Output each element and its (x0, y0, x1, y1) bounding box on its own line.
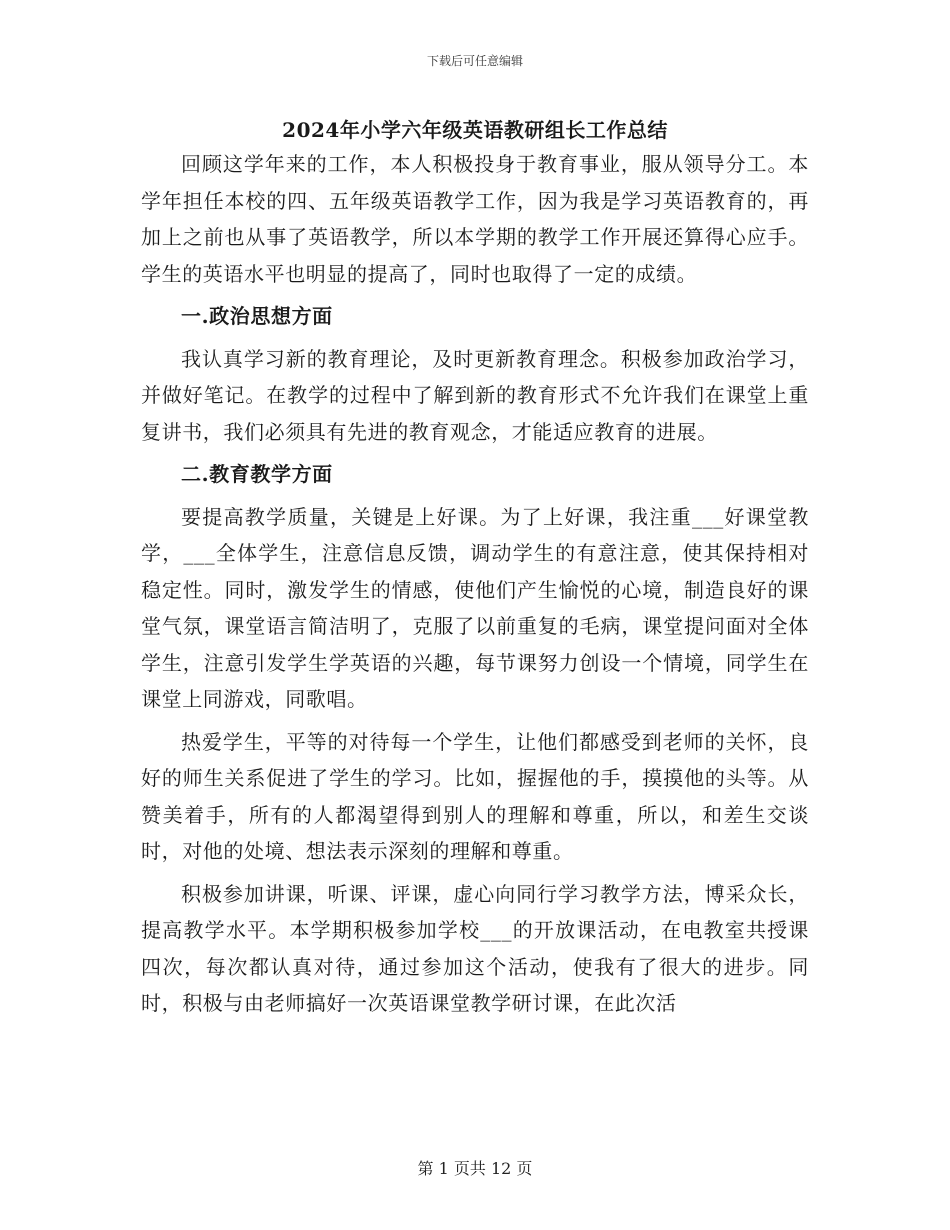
page-number-footer: 第 1 页共 12 页 (417, 1159, 533, 1178)
teaching-paragraph-1: 要提高教学质量，关键是上好课。为了上好课，我注重___好课堂教学，___全体学生，注意信息反馈，调动学生的有意注意，使其保持相对稳定性。同时，激发学生的情感，使他们产生愉悦的心境，制造良好的课堂气氛，课堂语言简洁明了，克服了以前重复的毛病，课堂提问面对全体学生，注意引发学生学英语的兴趣，每节课努力创设一个情境，同学生在课堂上同游戏，同歌唱。 (141, 504, 809, 711)
politics-paragraph: 我认真学习新的教育理论，及时更新教育理念。积极参加政治学习，并做好笔记。在教学的过程中了解到新的教育形式不允许我们在课堂上重复讲书，我们必须具有先进的教育观念，才能适应教育的进展。 (141, 346, 809, 444)
teaching-paragraph-2: 热爱学生，平等的对待每一个学生，让他们都感受到老师的关怀，良好的师生关系促进了学生的学习。比如，握握他的手，摸摸他的头等。从赞美着手，所有的人都渴望得到别人的理解和尊重，所以，和差生交谈时，对他的处境、想法表示深刻的理解和尊重。 (141, 729, 809, 863)
section-heading-politics: 一.政治思想方面 (181, 304, 333, 328)
section-heading-teaching: 二.教育教学方面 (181, 462, 333, 486)
page-header-note: 下载后可任意编辑 (426, 54, 523, 68)
document-title: 2024年小学六年级英语教研组长工作总结 (282, 118, 668, 142)
document-body (141, 146, 809, 1022)
teaching-paragraph-3: 积极参加讲课，听课、评课，虚心向同行学习教学方法，博采众长，提高教学水平。本学期积极参加学校___的开放课活动，在电教室共授课四次，每次都认真对待，通过参加这个活动，使我有了很大的进步。同时，积极与由老师搞好一次英语课堂教学研讨课，在此次活 (141, 881, 809, 1015)
intro-paragraph: 回顾这学年来的工作，本人积极投身于教育事业，服从领导分工。本学年担任本校的四、五年级英语教学工作，因为我是学习英语教育的，再加上之前也从事了英语教学，所以本学期的教学工作开展还算得心应手。学生的英语水平也明显的提高了，同时也取得了一定的成绩。 (141, 152, 809, 286)
